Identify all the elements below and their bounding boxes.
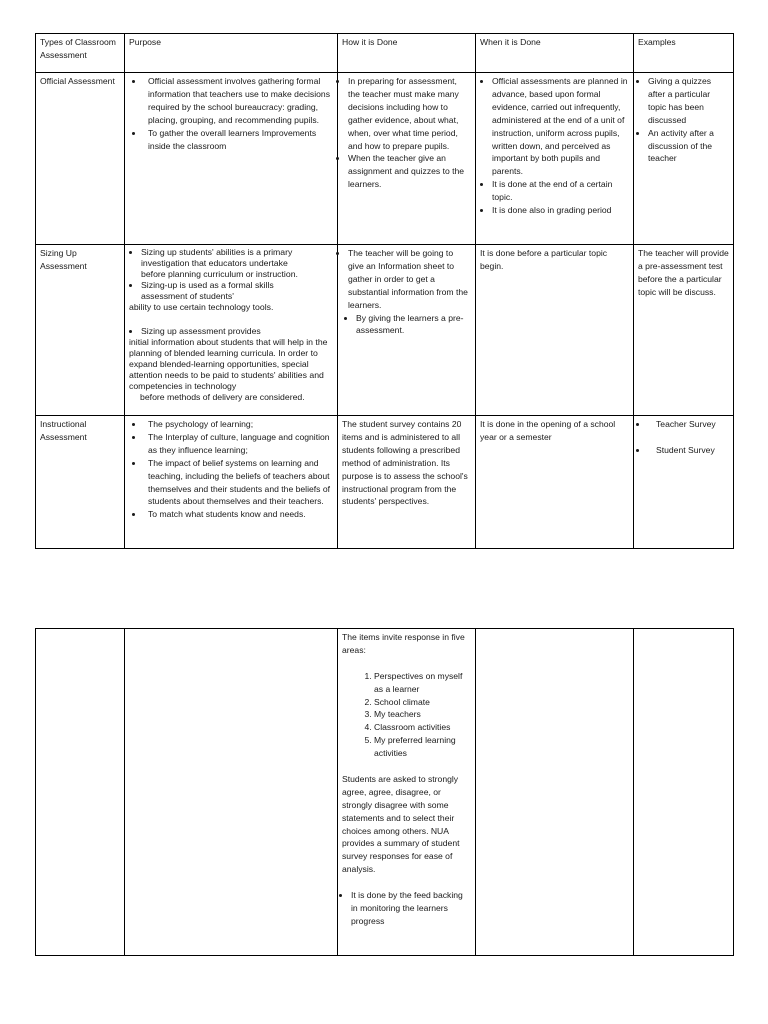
list-item: • Student Survey [648,444,729,457]
list-item: • By giving the learners a pre-assessment. [356,312,471,338]
list-item-text: Sizing up students' abilities is a primary investigation that educators undertake [141,247,293,268]
paragraph: Students are asked to strongly agree, agree, disagree, or strongly disagree with some statements and to select their choices among others. NUA provides a summary of student survey responses for ease of analysis. [342,773,460,875]
purpose-cell [125,245,338,416]
list-item: • The psychology of learning; [144,418,333,431]
assessment-table [35,33,734,549]
list-item: • The impact of belief systems on learning and teaching, including the beliefs of teachers about themselves and their students and the beliefs of students about themselves and their teachers. [144,457,333,509]
list-item-text: before planning curriculum or instruction. [141,269,298,279]
header-cell: Examples [634,34,734,73]
when-cell: It is done in the opening of a school year or a semester [476,416,634,549]
purpose-cell [125,73,338,245]
list-item [141,247,333,280]
examples-cell [634,416,734,549]
continuation-table [35,628,734,956]
type-cell: Sizing Up Assessment [36,245,125,416]
header-cell: How it is Done [338,34,476,73]
list-item: • Official assessments are planned in advance, based upon formal evidence, carried out infrequently, administered at the end of a unit of instruction, uniform across pupils, written down, and perceived as important by both pupils and parents. [492,75,629,178]
list-item: • Sizing up assessment provides [141,326,333,337]
paragraph: ability to use certain technology tools. [129,302,274,312]
list-item: • The Interplay of culture, language and cognition as they influence learning; [144,431,333,457]
empty-cell [36,629,125,956]
list-item: 2. School climate [374,696,471,709]
empty-cell [125,629,338,956]
list-item: • To gather the overall learners Improvements inside the classroom [144,127,333,153]
when-cell [476,73,634,245]
list-item: • Giving a quizzes after a particular topic has been discussed [648,75,729,127]
empty-cell [634,629,734,956]
list-item-text: assessment of students' [141,291,234,301]
list-item: 3. My teachers [374,708,471,721]
list-item: • It is done also in grading period [492,204,629,217]
how-cell: The student survey contains 20 items and is administered to all students following a prescribed method of administration. Its purpose is to assess the school's instructional program from the students' perspectives. [338,416,476,549]
examples-cell: The teacher will provide a pre-assessment test before the a particular topic will be discuss. [634,245,734,416]
list-item: 4. Classroom activities [374,721,471,734]
list-item [141,280,333,302]
paragraph: The items invite response in five areas: [342,632,465,655]
list-item: • It is done at the end of a certain topic. [492,178,629,204]
examples-cell [634,73,734,245]
list-item: • Teacher Survey [648,418,729,431]
list-item: 5. My preferred learning activities [374,734,471,760]
list-item: • When the teacher give an assignment and quizzes to the learners. [348,152,471,191]
table-row [36,73,734,245]
list-item: • Official assessment involves gathering formal information that teachers use to make decisions required by the school bureaucracy: grading, placing, grouping, and recommending pupils. [144,75,333,127]
type-cell: Official Assessment [36,73,125,245]
how-cell [338,245,476,416]
list-item: 1. Perspectives on myself as a learner [374,670,471,696]
purpose-cell [125,416,338,549]
table-row [36,416,734,549]
how-cell [338,629,476,956]
table-row [36,245,734,416]
empty-cell [476,629,634,956]
list-item: • An activity after a discussion of the teacher [648,127,729,166]
paragraph: before methods of delivery are considered. [140,391,305,402]
header-cell: When it is Done [476,34,634,73]
header-cell: Types of Classroom Assessment [36,34,125,73]
list-item: • To match what students know and needs. [144,508,333,521]
paragraph: initial information about students that will help in the planning of blended learning curricula. In order to expand blended-learning opportunities, special attention needs to be paid to students' abilities and competencies in technology [129,336,328,391]
when-cell: It is done before a particular topic begin. [476,245,634,416]
header-row [36,34,734,73]
list-item: • The teacher will be going to give an Information sheet to gather in order to get a substantial information from the learners. [348,247,471,312]
how-cell [338,73,476,245]
type-cell: Instructional Assessment [36,416,125,549]
table-row [36,629,734,956]
list-item: • In preparing for assessment, the teacher must make many decisions including how to gather evidence, about what, when, over what time period, and how to prepare pupils. [348,75,471,152]
list-item: • It is done by the feed backing in monitoring the learners progress [351,889,471,928]
list-item-text: Sizing-up is used as a formal skills [141,280,274,290]
header-cell: Purpose [125,34,338,73]
